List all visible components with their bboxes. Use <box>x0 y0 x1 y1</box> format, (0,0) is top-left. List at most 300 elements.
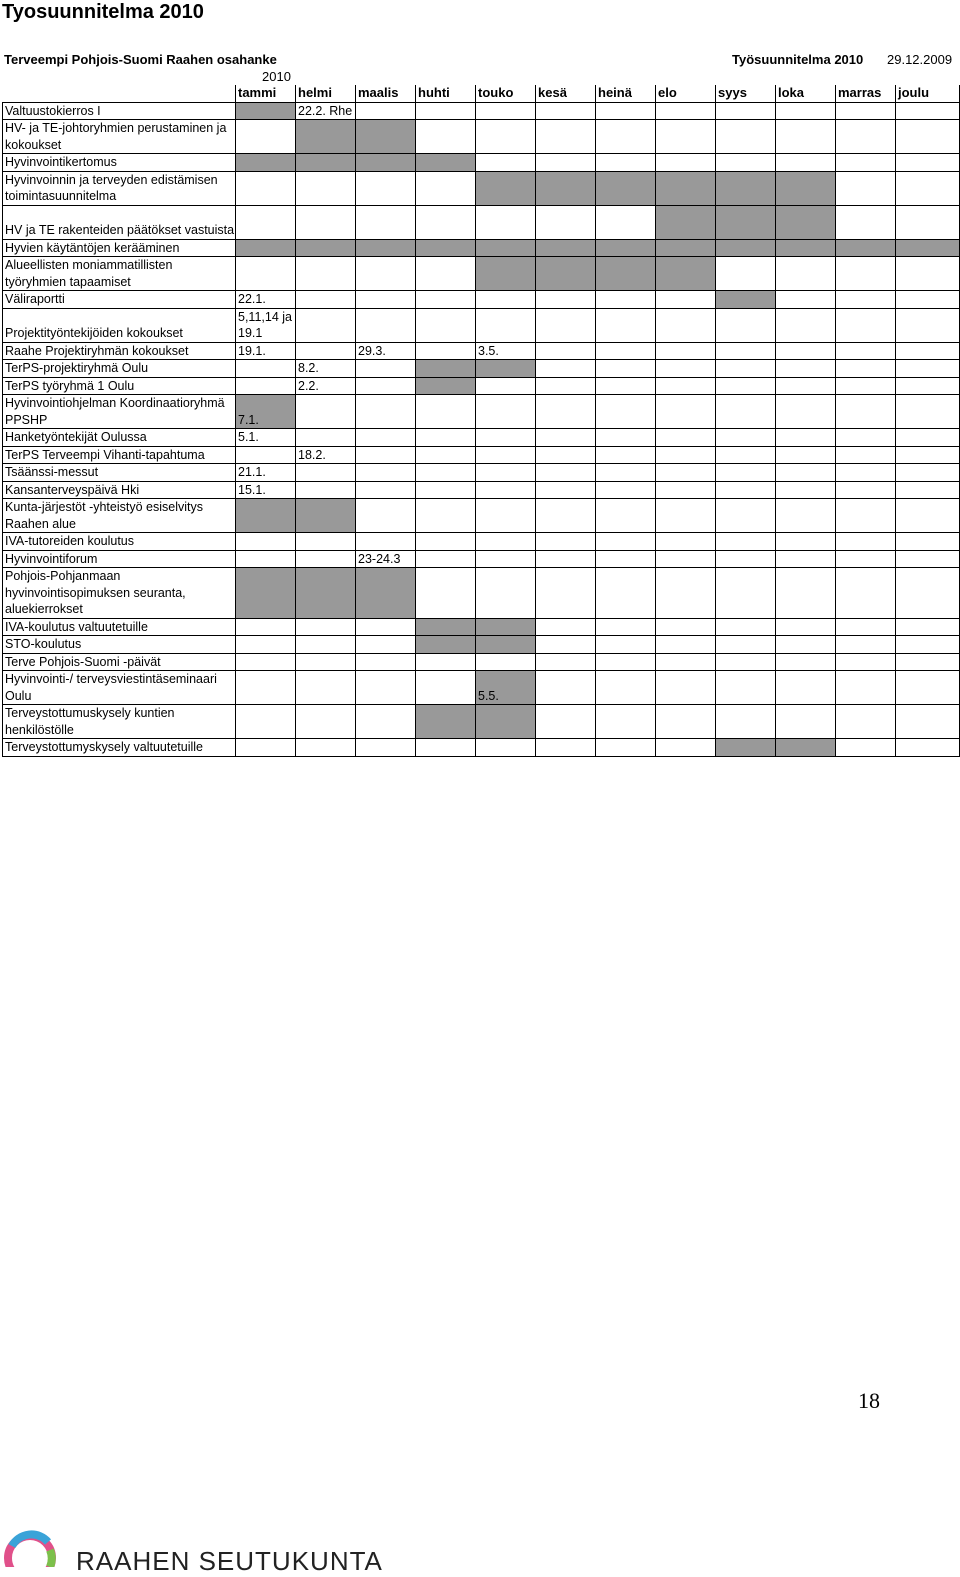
schedule-cell: 22.2. Rhe <box>296 102 356 120</box>
schedule-cell <box>536 377 596 395</box>
schedule-cell <box>356 239 416 257</box>
month-header: kesä <box>536 85 596 102</box>
schedule-cell <box>536 636 596 654</box>
schedule-cell <box>656 257 716 291</box>
schedule-cell <box>896 171 960 205</box>
schedule-cell <box>536 360 596 378</box>
schedule-cell: 3.5. <box>476 342 536 360</box>
schedule-cell <box>776 120 836 154</box>
schedule-cell <box>536 464 596 482</box>
schedule-cell <box>236 102 296 120</box>
schedule-cell <box>596 671 656 705</box>
schedule-cell <box>836 377 896 395</box>
schedule-cell <box>716 446 776 464</box>
schedule-cell <box>836 239 896 257</box>
schedule-cell <box>296 239 356 257</box>
schedule-cell <box>596 429 656 447</box>
schedule-cell <box>836 308 896 342</box>
schedule-cell: 29.3. <box>356 342 416 360</box>
schedule-cell <box>896 395 960 429</box>
table-row <box>3 533 960 551</box>
schedule-cell <box>836 342 896 360</box>
schedule-cell <box>416 360 476 378</box>
schedule-cell <box>596 481 656 499</box>
schedule-cell <box>236 499 296 533</box>
schedule-cell <box>536 120 596 154</box>
schedule-cell <box>416 739 476 757</box>
schedule-cell <box>296 291 356 309</box>
schedule-cell <box>896 568 960 619</box>
schedule-cell <box>356 499 416 533</box>
schedule-cell <box>836 568 896 619</box>
schedule-cell <box>416 120 476 154</box>
schedule-cell <box>236 705 296 739</box>
schedule-cell <box>896 481 960 499</box>
schedule-cell <box>836 257 896 291</box>
month-header: touko <box>476 85 536 102</box>
schedule-cell <box>416 171 476 205</box>
schedule-cell <box>596 533 656 551</box>
schedule-cell <box>536 568 596 619</box>
schedule-cell <box>656 120 716 154</box>
schedule-cell <box>416 154 476 172</box>
schedule-cell <box>656 481 716 499</box>
schedule-cell <box>716 499 776 533</box>
schedule-cell <box>296 342 356 360</box>
plan-year: 2010 <box>262 69 291 84</box>
schedule-cell <box>716 102 776 120</box>
schedule-cell <box>716 205 776 239</box>
month-header: helmi <box>296 85 356 102</box>
table-row <box>3 377 960 395</box>
schedule-cell <box>356 705 416 739</box>
schedule-cell <box>416 705 476 739</box>
table-row <box>3 446 960 464</box>
schedule-cell <box>776 257 836 291</box>
schedule-cell <box>416 636 476 654</box>
schedule-cell <box>416 308 476 342</box>
schedule-cell <box>356 653 416 671</box>
table-row <box>3 395 960 429</box>
activity-label: HV- ja TE-johtoryhmien perustaminen ja kokoukset <box>3 120 236 154</box>
schedule-cell <box>416 342 476 360</box>
schedule-cell <box>716 120 776 154</box>
schedule-cell <box>416 533 476 551</box>
schedule-cell <box>836 120 896 154</box>
schedule-cell <box>836 481 896 499</box>
schedule-cell <box>716 342 776 360</box>
schedule-cell <box>896 618 960 636</box>
activity-label: Hyvinvoinnin ja terveyden edistämisen toimintasuunnitelma <box>3 171 236 205</box>
schedule-cell <box>356 360 416 378</box>
plan-label: Työsuunnitelma 2010 <box>732 52 864 67</box>
schedule-cell <box>596 342 656 360</box>
schedule-cell <box>476 377 536 395</box>
schedule-cell <box>596 705 656 739</box>
table-row <box>3 205 960 239</box>
activity-label: Pohjois-Pohjanmaan hyvinvointisopimuksen seuranta, aluekierrokset <box>3 568 236 619</box>
schedule-cell <box>416 257 476 291</box>
schedule-cell <box>476 171 536 205</box>
activity-label: Hyvinvointi-/ terveysviestintäseminaari Oulu <box>3 671 236 705</box>
schedule-cell <box>296 308 356 342</box>
schedule-cell <box>656 705 716 739</box>
activity-label: IVA-koulutus valtuutetuille <box>3 618 236 636</box>
schedule-cell: 23-24.3 <box>356 550 416 568</box>
schedule-cell <box>656 464 716 482</box>
schedule-cell <box>596 550 656 568</box>
schedule-cell <box>296 120 356 154</box>
schedule-cell <box>596 308 656 342</box>
schedule-cell <box>296 653 356 671</box>
schedule-cell <box>836 618 896 636</box>
activity-label: HV ja TE rakenteiden päätökset vastuista <box>3 205 236 239</box>
table-row <box>3 739 960 757</box>
activity-label: Kunta-järjestöt -yhteistyö esiselvitys Raahen alue <box>3 499 236 533</box>
schedule-cell <box>356 533 416 551</box>
schedule-cell <box>356 481 416 499</box>
table-row <box>3 102 960 120</box>
schedule-cell <box>356 446 416 464</box>
month-header: joulu <box>896 85 960 102</box>
schedule-cell <box>416 239 476 257</box>
schedule-cell <box>356 308 416 342</box>
schedule-cell <box>236 671 296 705</box>
schedule-cell <box>596 636 656 654</box>
schedule-cell <box>716 550 776 568</box>
schedule-cell <box>716 739 776 757</box>
schedule-cell: 5,11,14 ja 19.1 <box>236 308 296 342</box>
schedule-cell <box>896 533 960 551</box>
schedule-cell <box>536 429 596 447</box>
schedule-cell <box>656 171 716 205</box>
schedule-cell <box>716 360 776 378</box>
schedule-cell <box>476 257 536 291</box>
schedule-cell <box>476 395 536 429</box>
schedule-cell <box>416 464 476 482</box>
schedule-cell <box>596 257 656 291</box>
schedule-cell <box>536 239 596 257</box>
schedule-cell <box>596 395 656 429</box>
schedule-cell <box>356 568 416 619</box>
schedule-cell <box>356 618 416 636</box>
month-header: tammi <box>236 85 296 102</box>
schedule-cell <box>776 308 836 342</box>
page-title: Tyosuunnitelma 2010 <box>2 1 204 23</box>
schedule-cell <box>896 636 960 654</box>
schedule-cell <box>236 154 296 172</box>
schedule-cell <box>836 464 896 482</box>
schedule-cell <box>776 429 836 447</box>
schedule-cell <box>656 636 716 654</box>
schedule-cell <box>716 568 776 619</box>
schedule-cell <box>896 342 960 360</box>
schedule-cell <box>896 205 960 239</box>
schedule-cell <box>296 533 356 551</box>
schedule-cell <box>596 205 656 239</box>
activity-label: STO-koulutus <box>3 636 236 654</box>
schedule-cell <box>416 568 476 619</box>
schedule-cell <box>356 171 416 205</box>
schedule-cell <box>716 481 776 499</box>
schedule-cell <box>776 464 836 482</box>
schedule-cell <box>716 533 776 551</box>
schedule-cell <box>776 550 836 568</box>
activity-label: Väliraportti <box>3 291 236 309</box>
schedule-cell <box>596 618 656 636</box>
table-row <box>3 360 960 378</box>
schedule-cell <box>236 257 296 291</box>
schedule-cell <box>236 533 296 551</box>
schedule-cell <box>716 308 776 342</box>
schedule-cell <box>356 636 416 654</box>
activity-label: TerPS Terveempi Vihanti-tapahtuma <box>3 446 236 464</box>
activity-label: Alueellisten moniammatillisten työryhmien tapaamiset <box>3 257 236 291</box>
schedule-cell: 15.1. <box>236 481 296 499</box>
schedule-cell <box>416 499 476 533</box>
schedule-cell <box>536 257 596 291</box>
schedule-cell <box>296 429 356 447</box>
logo-text: RAAHEN SEUTUKUNTA <box>76 1546 383 1576</box>
schedule-cell <box>236 446 296 464</box>
schedule-cell <box>476 705 536 739</box>
schedule-cell <box>356 395 416 429</box>
schedule-cell <box>416 205 476 239</box>
table-row <box>3 481 960 499</box>
month-header: syys <box>716 85 776 102</box>
schedule-cell <box>296 257 356 291</box>
activity-label: TerPS-projektiryhmä Oulu <box>3 360 236 378</box>
schedule-cell <box>776 568 836 619</box>
month-header: marras <box>836 85 896 102</box>
month-header: elo <box>656 85 716 102</box>
month-header: heinä <box>596 85 656 102</box>
schedule-cell <box>716 154 776 172</box>
schedule-cell <box>536 446 596 464</box>
schedule-cell <box>896 429 960 447</box>
schedule-cell <box>236 568 296 619</box>
schedule-cell <box>836 360 896 378</box>
schedule-cell <box>296 499 356 533</box>
schedule-cell <box>296 464 356 482</box>
schedule-cell <box>356 671 416 705</box>
activity-label: Hyvinvointiforum <box>3 550 236 568</box>
schedule-cell <box>236 653 296 671</box>
schedule-cell <box>296 705 356 739</box>
schedule-cell: 18.2. <box>296 446 356 464</box>
schedule-cell: 22.1. <box>236 291 296 309</box>
schedule-cell <box>596 739 656 757</box>
schedule-cell <box>596 291 656 309</box>
schedule-cell <box>776 239 836 257</box>
schedule-cell <box>656 239 716 257</box>
schedule-cell <box>656 291 716 309</box>
schedule-cell <box>776 481 836 499</box>
schedule-cell <box>596 446 656 464</box>
schedule-cell <box>236 377 296 395</box>
schedule-cell <box>776 291 836 309</box>
schedule-cell <box>776 671 836 705</box>
schedule-cell <box>236 636 296 654</box>
schedule-cell <box>596 360 656 378</box>
schedule-cell <box>296 618 356 636</box>
schedule-cell <box>476 464 536 482</box>
schedule-cell <box>356 257 416 291</box>
table-row <box>3 464 960 482</box>
schedule-cell <box>776 154 836 172</box>
schedule-cell <box>716 239 776 257</box>
schedule-cell <box>536 342 596 360</box>
schedule-cell <box>356 120 416 154</box>
schedule-cell <box>536 481 596 499</box>
schedule-cell <box>656 568 716 619</box>
schedule-cell <box>896 360 960 378</box>
schedule-cell <box>296 205 356 239</box>
project-name: Terveempi Pohjois-Suomi Raahen osahanke <box>4 52 277 67</box>
schedule-cell <box>536 171 596 205</box>
schedule-cell <box>776 102 836 120</box>
schedule-cell <box>776 360 836 378</box>
month-header: loka <box>776 85 836 102</box>
schedule-cell <box>656 205 716 239</box>
schedule-cell <box>536 618 596 636</box>
page-number: 18 <box>858 1388 880 1413</box>
table-row <box>3 550 960 568</box>
schedule-cell <box>776 533 836 551</box>
month-header-row <box>3 85 960 102</box>
activity-label: Valtuustokierros I <box>3 102 236 120</box>
schedule-cell <box>896 550 960 568</box>
schedule-cell <box>296 636 356 654</box>
schedule-cell <box>896 446 960 464</box>
schedule-cell <box>896 671 960 705</box>
schedule-cell <box>476 308 536 342</box>
schedule-cell <box>656 377 716 395</box>
schedule-cell <box>236 739 296 757</box>
schedule-cell <box>656 429 716 447</box>
table-row <box>3 568 960 619</box>
schedule-cell <box>836 636 896 654</box>
schedule-cell <box>356 291 416 309</box>
schedule-cell <box>716 618 776 636</box>
table-row <box>3 499 960 533</box>
schedule-cell <box>236 205 296 239</box>
schedule-cell <box>236 360 296 378</box>
schedule-cell <box>536 550 596 568</box>
schedule-cell <box>536 671 596 705</box>
schedule-cell <box>896 120 960 154</box>
schedule-cell <box>596 154 656 172</box>
schedule-cell <box>776 446 836 464</box>
schedule-cell <box>476 653 536 671</box>
schedule-cell <box>596 120 656 154</box>
schedule-cell <box>476 618 536 636</box>
schedule-cell <box>836 291 896 309</box>
schedule-cell <box>476 291 536 309</box>
activity-label: Terveystottumyskysely valtuutetuille <box>3 739 236 757</box>
schedule-cell <box>236 120 296 154</box>
schedule-cell <box>596 653 656 671</box>
schedule-cell <box>416 671 476 705</box>
schedule-cell <box>476 205 536 239</box>
schedule-cell <box>296 171 356 205</box>
schedule-cell <box>836 705 896 739</box>
schedule-cell <box>896 464 960 482</box>
schedule-cell <box>296 154 356 172</box>
schedule-cell <box>836 533 896 551</box>
schedule-cell <box>536 653 596 671</box>
schedule-cell <box>836 171 896 205</box>
schedule-cell <box>476 636 536 654</box>
table-row <box>3 239 960 257</box>
schedule-cell <box>836 653 896 671</box>
schedule-cell: 19.1. <box>236 342 296 360</box>
table-row <box>3 705 960 739</box>
schedule-cell <box>896 102 960 120</box>
schedule-cell <box>536 154 596 172</box>
schedule-cell <box>836 429 896 447</box>
schedule-cell <box>656 446 716 464</box>
schedule-cell <box>656 308 716 342</box>
schedule-cell <box>596 464 656 482</box>
schedule-cell <box>476 120 536 154</box>
schedule-cell <box>716 464 776 482</box>
schedule-cell <box>536 308 596 342</box>
schedule-cell <box>596 102 656 120</box>
schedule-cell <box>776 205 836 239</box>
schedule-cell <box>836 671 896 705</box>
schedule-cell <box>836 739 896 757</box>
schedule-cell <box>896 705 960 739</box>
schedule-table <box>2 85 960 757</box>
activity-label: Hyvinvointiohjelman Koordinaatioryhmä PPSHP <box>3 395 236 429</box>
table-row <box>3 429 960 447</box>
schedule-cell <box>296 550 356 568</box>
schedule-cell <box>236 618 296 636</box>
schedule-cell <box>716 291 776 309</box>
schedule-cell <box>716 257 776 291</box>
schedule-cell <box>296 395 356 429</box>
schedule-cell <box>356 739 416 757</box>
schedule-cell <box>416 653 476 671</box>
schedule-cell <box>896 499 960 533</box>
schedule-cell <box>836 102 896 120</box>
schedule-cell <box>536 395 596 429</box>
schedule-cell <box>716 395 776 429</box>
schedule-cell <box>356 205 416 239</box>
schedule-cell: 8.2. <box>296 360 356 378</box>
schedule-cell <box>836 550 896 568</box>
schedule-cell <box>596 499 656 533</box>
schedule-cell <box>716 671 776 705</box>
schedule-cell <box>776 171 836 205</box>
plan-date: 29.12.2009 <box>887 52 953 67</box>
schedule-cell <box>416 291 476 309</box>
schedule-cell <box>836 395 896 429</box>
schedule-cell <box>656 739 716 757</box>
activity-label: Projektityöntekijöiden kokoukset <box>3 308 236 342</box>
month-header: huhti <box>416 85 476 102</box>
schedule-cell <box>476 739 536 757</box>
activity-label: Terve Pohjois-Suomi -päivät <box>3 653 236 671</box>
schedule-cell <box>896 257 960 291</box>
schedule-cell <box>896 377 960 395</box>
schedule-cell <box>656 154 716 172</box>
schedule-cell <box>776 342 836 360</box>
schedule-cell <box>236 239 296 257</box>
schedule-cell <box>656 499 716 533</box>
activity-label: Hyvinvointikertomus <box>3 154 236 172</box>
